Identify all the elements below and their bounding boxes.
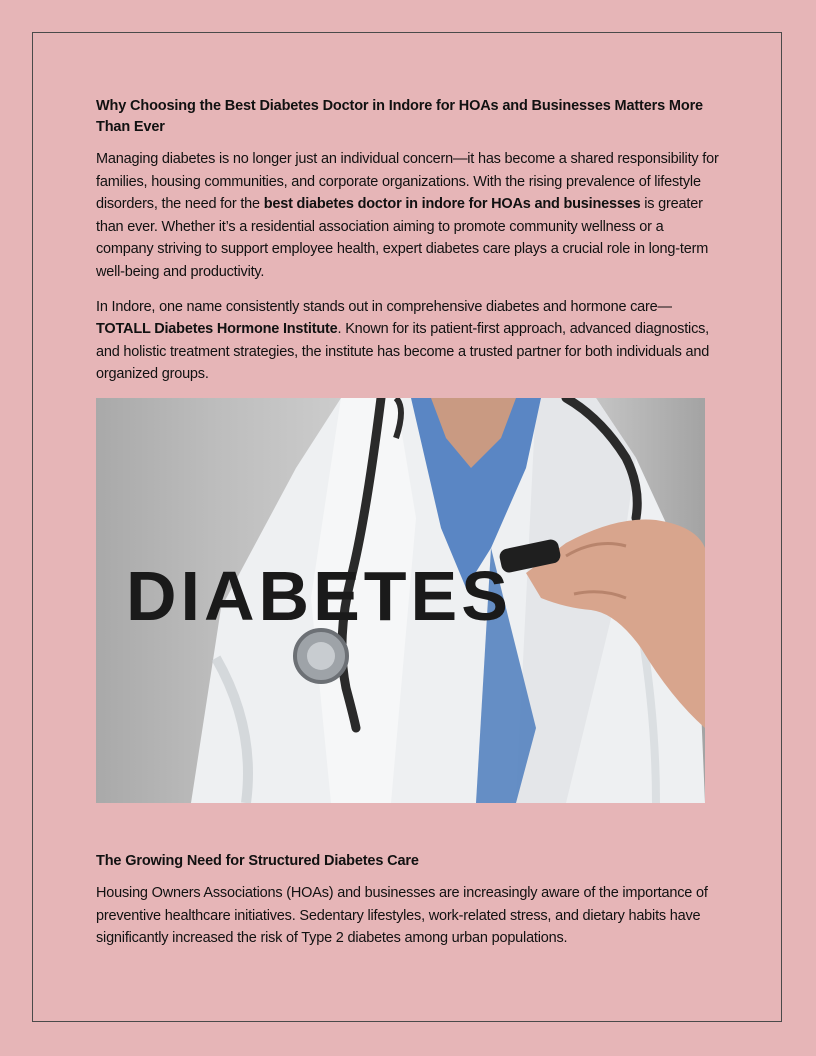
photo-illustration [96, 398, 705, 803]
intro-text-end: is greater than ever. Whether it’s a residential association aiming to promote community wellness or a company striving to support employee health, expert diabetes care plays a crucial role in long-term well-being and productivity. [96, 196, 709, 280]
intro-keyword: best diabetes doctor in indore for HOAs and businesses [263, 196, 641, 213]
section-heading: The Growing Need for Structured Diabetes Care [96, 853, 419, 869]
intro-text-start: Managing diabetes is no longer just an individual concern—it has become a shared responsibility for families, housing communities, and corporate organizations. With the rising prevalence of lifestyle disorders, the need for the [96, 151, 719, 213]
handwritten-diabetes-text: DIABETES [126, 557, 512, 635]
intro-paragraph [96, 148, 720, 284]
institute-text-end: . Known for its patient-first approach, advanced diagnostics, and holistic treatment strategies, the institute has become a trusted partner for both individuals and organized groups. [96, 321, 710, 383]
institute-text-start: In Indore, one name consistently stands out in comprehensive diabetes and hormone care— [96, 298, 672, 315]
institute-name: TOTALL Diabetes Hormone Institute [96, 321, 338, 338]
institute-paragraph [96, 296, 720, 386]
doctor-diabetes-photo [96, 398, 705, 803]
article-body [96, 96, 720, 398]
section-paragraph: Housing Owners Associations (HOAs) and businesses are increasingly aware of the importance of preventive healthcare initiatives. Sedentary lifestyles, work-related stress, and dietary habits have significantly increased the risk of Type 2 diabetes among urban populations. [96, 885, 708, 947]
section-growing-need [96, 851, 720, 962]
article-title: Why Choosing the Best Diabetes Doctor in Indore for HOAs and Businesses Matters More Than Ever [96, 98, 703, 135]
